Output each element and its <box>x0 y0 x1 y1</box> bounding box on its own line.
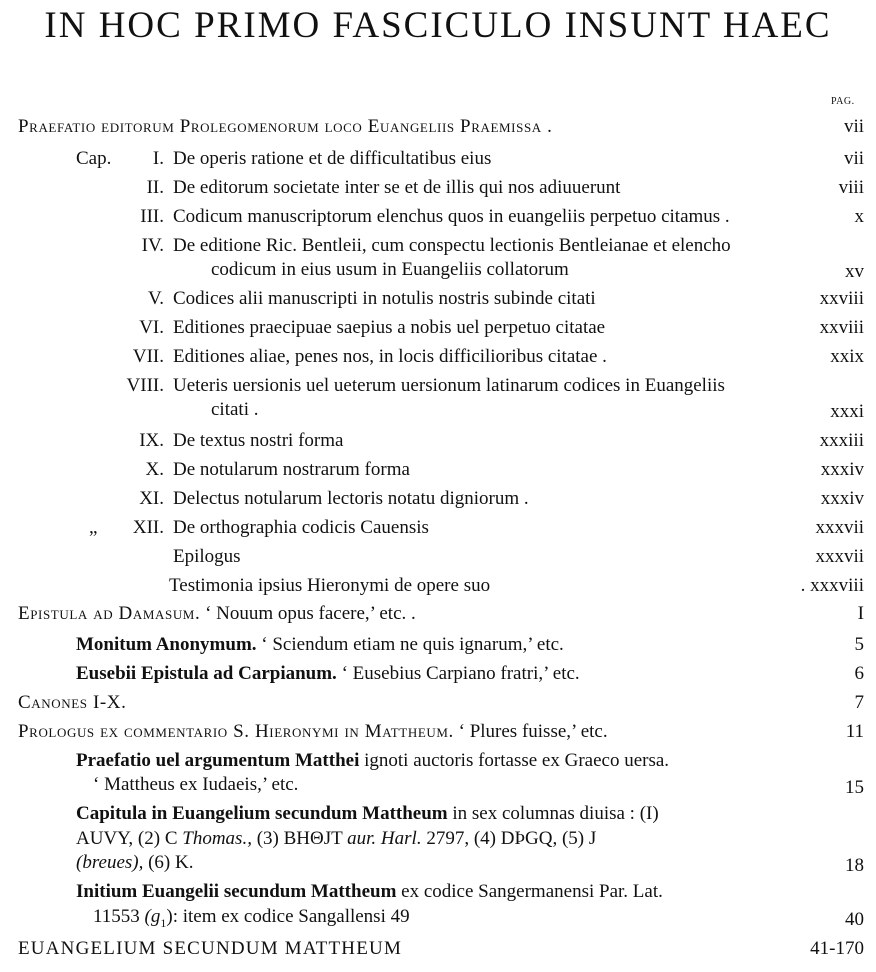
chapter-number: II. <box>146 177 164 198</box>
chapter-number: XII. <box>132 517 164 538</box>
toc-entry-initium[interactable] <box>76 881 663 903</box>
toc-entry-praefatio-matthei[interactable] <box>76 750 669 772</box>
entry-incipit: ‘ Mattheus ex Iudaeis,’ etc. <box>93 774 299 795</box>
capitula-sigla-italic: aur. Harl. <box>347 828 422 849</box>
toc-entry-eusebii[interactable] <box>76 663 580 685</box>
toc-page: 41-170 <box>810 938 864 959</box>
initium-siglum: (g <box>144 906 161 927</box>
toc-entry-capitula[interactable] <box>76 803 659 825</box>
toc-page: I <box>857 603 864 624</box>
toc-page: xxxiv <box>820 459 864 480</box>
entry-text: ex codice Sangermanensi Par. Lat. <box>401 881 663 902</box>
toc-page: xxxiii <box>819 430 864 451</box>
toc-page: xxxvii <box>815 546 864 567</box>
entry-title: Capitula in Euangelium secundum Mattheum <box>76 803 448 824</box>
entry-title: Praefatio uel argumentum Matthei <box>76 750 360 771</box>
toc-entry-epistula[interactable] <box>18 603 416 625</box>
page-column-label: PAG. <box>831 96 855 107</box>
entry-incipit: ‘ Plures fuisse,’ etc. <box>458 721 608 742</box>
toc-entry-chapter[interactable]: De orthographia codicis Cauensis <box>173 517 429 538</box>
toc-entry-chapter[interactable]: De operis ratione et de difficultatibus eius <box>173 148 492 169</box>
toc-entry-chapter[interactable]: Ueteris uersionis uel ueterum uersionum latinarum codices in Euangeliis <box>173 375 725 396</box>
toc-entry-epilogus[interactable]: Epilogus <box>173 546 241 567</box>
toc-entry-euangelium[interactable]: EUANGELIUM SECUNDUM MATTHEUM <box>18 938 403 959</box>
initium-codex: 11553 <box>93 906 140 927</box>
toc-entry-chapter[interactable]: De editione Ric. Bentleii, cum conspectu lectionis Bentleianae et elencho <box>173 235 731 256</box>
toc-page: xxviii <box>819 288 864 309</box>
toc-entry-chapter[interactable]: Delectus notularum lectoris notatu digniorum . <box>173 488 529 509</box>
initium-text: ): item ex codice Sangallensi 49 <box>166 906 410 927</box>
toc-page: xxxiv <box>820 488 864 509</box>
toc-page: 5 <box>854 634 864 655</box>
toc-page: xxxvii <box>815 517 864 538</box>
toc-page: 6 <box>854 663 864 684</box>
chapter-number: VIII. <box>126 375 164 396</box>
chapter-number: IV. <box>141 235 164 256</box>
toc-page: vii <box>843 148 864 169</box>
toc-page: 40 <box>845 909 864 930</box>
entry-text: in sex columnas diuisa : (I) <box>452 803 659 824</box>
toc-entry-prologus[interactable] <box>18 721 608 743</box>
toc-page: 7 <box>854 692 864 713</box>
capitula-line-3 <box>76 852 194 874</box>
toc-page: vii <box>843 116 864 137</box>
entry-title: Monitum Anonymum. <box>76 634 257 655</box>
toc-page: x <box>854 206 864 227</box>
toc-entry-chapter[interactable]: Editiones praecipuae saepius a nobis uel perpetuo citatae <box>173 317 606 338</box>
initium-siglum-sub: 1 <box>160 915 167 930</box>
toc-page: viii <box>838 177 864 198</box>
ditto-mark: „ <box>89 517 98 538</box>
chapter-number: VI. <box>139 317 164 338</box>
chapter-number: X. <box>145 459 164 480</box>
capitula-sigla-italic: Thomas., <box>182 828 252 849</box>
chapter-number: VII. <box>132 346 164 367</box>
toc-page: xxviii <box>819 317 864 338</box>
toc-page: . xxxviii <box>800 575 864 596</box>
toc-entry-testimonia[interactable]: Testimonia ipsius Hieronymi de opere suo <box>169 575 491 596</box>
toc-entry-chapter[interactable]: De notularum nostrarum forma <box>173 459 410 480</box>
entry-text: ignoti auctoris fortasse ex Graeco uersa. <box>364 750 670 771</box>
toc-page: xxxi <box>830 401 864 422</box>
capitula-sigla: AUVY, (2) C <box>76 828 178 849</box>
capitula-line-2 <box>76 828 596 850</box>
toc-entry-chapter[interactable]: De textus nostri forma <box>173 430 344 451</box>
chapter-number: V. <box>147 288 164 309</box>
toc-entry-canones[interactable]: Canones I-X. <box>18 692 127 713</box>
chapter-number: IX. <box>139 430 164 451</box>
toc-page: 11 <box>845 721 864 742</box>
initium-line-2 <box>93 906 410 931</box>
entry-incipit: ‘ Sciendum etiam ne quis ignarum,’ etc. <box>261 634 564 655</box>
toc-entry-monitum[interactable] <box>76 634 564 656</box>
toc-entry-continuation: codicum in eius usum in Euangeliis collatorum <box>211 259 569 280</box>
toc-entry-praefatio[interactable]: Praefatio editorum Prolegomenorum loco Euangeliis Praemissa . <box>18 116 553 137</box>
toc-page: 18 <box>845 855 864 876</box>
chapter-number: III. <box>140 206 164 227</box>
toc-entry-chapter[interactable]: Editiones aliae, penes nos, in locis difficilioribus citatae . <box>173 346 607 367</box>
chapter-number: XI. <box>139 488 164 509</box>
entry-incipit: ‘ Nouum opus facere,’ etc. . <box>205 603 416 624</box>
toc-entry-chapter[interactable]: Codices alii manuscripti in notulis nostris subinde citati <box>173 288 596 309</box>
toc-page: xxix <box>830 346 864 367</box>
toc-entry-continuation: citati . <box>211 399 259 420</box>
entry-title: Epistula ad Damasum. <box>18 603 201 624</box>
page-title: IN HOC PRIMO FASCICULO INSUNT HAEC <box>44 5 832 46</box>
toc-page: 15 <box>845 777 864 798</box>
entry-title: Eusebii Epistula ad Carpianum. <box>76 663 337 684</box>
entry-incipit: ‘ Eusebius Carpiano fratri,’ etc. <box>341 663 580 684</box>
capitula-sigla: (6) K. <box>148 852 194 873</box>
capitula-sigla-italic: (breues), <box>76 852 144 873</box>
chapter-number: I. <box>152 148 164 169</box>
entry-title: Initium Euangelii secundum Mattheum <box>76 881 397 902</box>
entry-title: Prologus ex commentario S. Hieronymi in Mattheum. <box>18 721 454 742</box>
toc-entry-chapter[interactable]: De editorum societate inter se et de illis qui nos adiuuerunt <box>173 177 621 198</box>
capitula-sigla: 2797, (4) DÞGQ, (5) J <box>426 828 597 849</box>
capitula-sigla: (3) BHΘJT <box>256 828 343 849</box>
cap-label: Cap. <box>76 148 112 169</box>
toc-entry-chapter[interactable]: Codicum manuscriptorum elenchus quos in euangeliis perpetuo citamus . <box>173 206 730 227</box>
toc-page: xv <box>845 261 864 282</box>
